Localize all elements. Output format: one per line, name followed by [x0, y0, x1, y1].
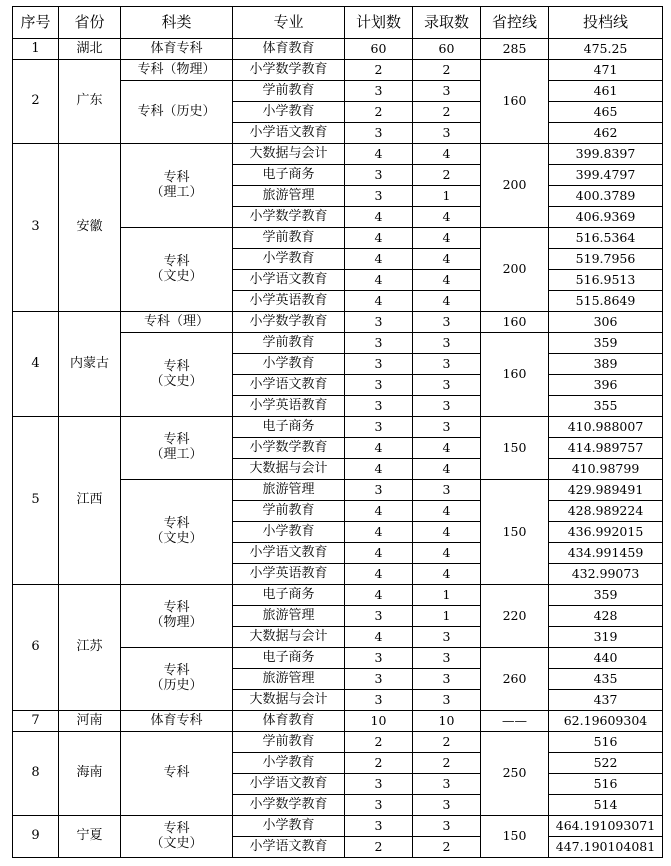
cell-province: 安徽 [59, 144, 121, 312]
cell-major: 旅游管理 [233, 669, 345, 690]
cell-line: 专科 [163, 169, 190, 185]
header-no: 序号 [13, 7, 59, 39]
cell-major: 大数据与会计 [233, 144, 345, 165]
cell-category [121, 648, 233, 711]
cell-control-line: 200 [481, 144, 549, 228]
cell-plan: 4 [345, 228, 413, 249]
cell-admitted: 3 [413, 816, 481, 837]
cell-admitted: 4 [413, 291, 481, 312]
cell-admitted: 3 [413, 417, 481, 438]
cell-province: 江苏 [59, 585, 121, 711]
cell-control-line: 160 [481, 333, 549, 417]
cell-province: 内蒙古 [59, 312, 121, 417]
cell-score-line: 435 [549, 669, 663, 690]
cell-admitted: 4 [413, 459, 481, 480]
cell-category [121, 480, 233, 585]
cell-score-line: 516 [549, 732, 663, 753]
cell-major: 小学英语教育 [233, 396, 345, 417]
cell-major: 小学数学教育 [233, 207, 345, 228]
cell-major: 大数据与会计 [233, 459, 345, 480]
cell-plan: 2 [345, 837, 413, 858]
cell-admitted: 2 [413, 165, 481, 186]
cell-score-line: 516 [549, 774, 663, 795]
cell-plan: 4 [345, 438, 413, 459]
cell-admitted: 4 [413, 501, 481, 522]
cell-line: 专科 [163, 253, 190, 269]
cell-line: （理工） [150, 184, 203, 200]
cell-admitted: 2 [413, 837, 481, 858]
cell-control-line: 150 [481, 480, 549, 585]
cell-plan: 2 [345, 102, 413, 123]
cell-control-line: 150 [481, 816, 549, 858]
cell-admitted: 3 [413, 396, 481, 417]
cell-plan: 3 [345, 123, 413, 144]
cell-line: （文史） [150, 531, 203, 546]
cell-major: 学前教育 [233, 333, 345, 354]
cell-admitted: 2 [413, 732, 481, 753]
cell-no: 2 [13, 60, 59, 144]
cell-plan: 4 [345, 564, 413, 585]
cell-admitted: 1 [413, 585, 481, 606]
cell-admitted: 60 [413, 39, 481, 60]
table-row [13, 585, 663, 606]
table-row [13, 39, 663, 60]
cell-score-line: 355 [549, 396, 663, 417]
cell-plan: 2 [345, 60, 413, 81]
cell-admitted: 3 [413, 354, 481, 375]
cell-score-line: 306 [549, 312, 663, 333]
cell-plan: 4 [345, 627, 413, 648]
cell-major: 大数据与会计 [233, 627, 345, 648]
cell-admitted: 1 [413, 606, 481, 627]
cell-admitted: 4 [413, 207, 481, 228]
cell-plan: 3 [345, 396, 413, 417]
cell-plan: 3 [345, 606, 413, 627]
cell-major: 小学教育 [233, 816, 345, 837]
cell-control-line: 260 [481, 648, 549, 711]
cell-plan: 3 [345, 312, 413, 333]
cell-major: 小学数学教育 [233, 795, 345, 816]
cell-category [121, 228, 233, 312]
cell-score-line: 516.9513 [549, 270, 663, 291]
header-plan: 计划数 [345, 7, 413, 39]
cell-score-line: 428.989224 [549, 501, 663, 522]
cell-admitted: 4 [413, 543, 481, 564]
header-control-line: 省控线 [481, 7, 549, 39]
cell-plan: 3 [345, 354, 413, 375]
cell-province: 海南 [59, 732, 121, 816]
cell-score-line: 359 [549, 585, 663, 606]
cell-plan: 3 [345, 648, 413, 669]
cell-major: 旅游管理 [233, 480, 345, 501]
cell-line: 专科 [163, 600, 190, 616]
cell-major: 体育教育 [233, 39, 345, 60]
cell-score-line: 465 [549, 102, 663, 123]
cell-major: 小学语文教育 [233, 774, 345, 795]
cell-admitted: 4 [413, 228, 481, 249]
cell-major: 旅游管理 [233, 606, 345, 627]
cell-major: 学前教育 [233, 81, 345, 102]
header-row [13, 7, 663, 39]
cell-category [121, 333, 233, 417]
cell-admitted: 3 [413, 669, 481, 690]
cell-category [121, 585, 233, 648]
cell-major: 小学语文教育 [233, 837, 345, 858]
cell-major: 电子商务 [233, 585, 345, 606]
cell-control-line: 250 [481, 732, 549, 816]
cell-control-line: 150 [481, 417, 549, 480]
cell-plan: 3 [345, 165, 413, 186]
cell-major: 小学语文教育 [233, 543, 345, 564]
cell-province: 湖北 [59, 39, 121, 60]
cell-province: 江西 [59, 417, 121, 585]
cell-line: 专科 [163, 432, 190, 448]
cell-admitted: 2 [413, 60, 481, 81]
cell-score-line: 400.3789 [549, 186, 663, 207]
cell-plan: 3 [345, 186, 413, 207]
cell-score-line: 440 [549, 648, 663, 669]
cell-category: 专科 [121, 732, 233, 816]
cell-plan: 3 [345, 417, 413, 438]
cell-score-line: 519.7956 [549, 249, 663, 270]
cell-admitted: 4 [413, 438, 481, 459]
cell-score-line: 436.992015 [549, 522, 663, 543]
cell-admitted: 3 [413, 774, 481, 795]
cell-category: 体育专科 [121, 39, 233, 60]
cell-major: 小学英语教育 [233, 291, 345, 312]
cell-plan: 2 [345, 732, 413, 753]
cell-major: 小学数学教育 [233, 60, 345, 81]
cell-major: 小学教育 [233, 102, 345, 123]
cell-line: 专科 [163, 516, 190, 532]
header-score-line: 投档线 [549, 7, 663, 39]
cell-score-line: 447.190104081 [549, 837, 663, 858]
cell-admitted: 3 [413, 480, 481, 501]
cell-line: 专科 [163, 358, 190, 374]
cell-major: 大数据与会计 [233, 690, 345, 711]
cell-admitted: 3 [413, 627, 481, 648]
table-row [13, 732, 663, 753]
cell-score-line: 434.991459 [549, 543, 663, 564]
cell-admitted: 4 [413, 564, 481, 585]
cell-admitted: 4 [413, 270, 481, 291]
cell-admitted: 3 [413, 81, 481, 102]
cell-category [121, 816, 233, 858]
cell-score-line: 389 [549, 354, 663, 375]
cell-admitted: 3 [413, 123, 481, 144]
cell-score-line: 319 [549, 627, 663, 648]
cell-major: 电子商务 [233, 165, 345, 186]
cell-control-line: —— [481, 711, 549, 732]
cell-admitted: 3 [413, 312, 481, 333]
cell-line: （文史） [150, 835, 203, 851]
cell-no: 7 [13, 711, 59, 732]
cell-category [121, 144, 233, 228]
cell-admitted: 3 [413, 375, 481, 396]
cell-score-line: 414.989757 [549, 438, 663, 459]
cell-admitted: 1 [413, 186, 481, 207]
cell-province: 河南 [59, 711, 121, 732]
cell-score-line: 410.988007 [549, 417, 663, 438]
cell-admitted: 2 [413, 753, 481, 774]
cell-no: 6 [13, 585, 59, 711]
cell-plan: 3 [345, 795, 413, 816]
cell-score-line: 428 [549, 606, 663, 627]
table-row [13, 144, 663, 165]
cell-no: 8 [13, 732, 59, 816]
cell-major: 旅游管理 [233, 186, 345, 207]
cell-no: 3 [13, 144, 59, 312]
cell-major: 小学语文教育 [233, 123, 345, 144]
table-row [13, 816, 663, 837]
cell-admitted: 3 [413, 333, 481, 354]
cell-score-line: 396 [549, 375, 663, 396]
cell-score-line: 471 [549, 60, 663, 81]
table-row [13, 60, 663, 81]
cell-admitted: 4 [413, 522, 481, 543]
cell-plan: 3 [345, 480, 413, 501]
cell-line: （文史） [150, 373, 203, 389]
header-admitted: 录取数 [413, 7, 481, 39]
cell-score-line: 399.4797 [549, 165, 663, 186]
cell-major: 学前教育 [233, 228, 345, 249]
cell-category: 体育专科 [121, 711, 233, 732]
cell-admitted: 3 [413, 690, 481, 711]
cell-score-line: 429.989491 [549, 480, 663, 501]
cell-admitted: 4 [413, 249, 481, 270]
table-row [13, 312, 663, 333]
cell-control-line: 200 [481, 228, 549, 312]
cell-score-line: 464.191093071 [549, 816, 663, 837]
cell-major: 电子商务 [233, 648, 345, 669]
cell-major: 小学语文教育 [233, 270, 345, 291]
cell-plan: 4 [345, 144, 413, 165]
cell-plan: 3 [345, 81, 413, 102]
cell-admitted: 3 [413, 648, 481, 669]
cell-category [121, 417, 233, 480]
cell-plan: 4 [345, 270, 413, 291]
cell-category: 专科（历史） [121, 81, 233, 144]
header-category: 科类 [121, 7, 233, 39]
cell-line: 专科 [163, 663, 190, 679]
cell-plan: 3 [345, 333, 413, 354]
cell-line: （理工） [150, 447, 203, 462]
cell-major: 小学英语教育 [233, 564, 345, 585]
cell-no: 5 [13, 417, 59, 585]
cell-major: 小学教育 [233, 753, 345, 774]
cell-major: 小学教育 [233, 522, 345, 543]
cell-score-line: 359 [549, 333, 663, 354]
header-province: 省份 [59, 7, 121, 39]
cell-score-line: 522 [549, 753, 663, 774]
header-major: 专业 [233, 7, 345, 39]
cell-plan: 4 [345, 585, 413, 606]
cell-plan: 3 [345, 669, 413, 690]
cell-major: 小学语文教育 [233, 375, 345, 396]
cell-no: 4 [13, 312, 59, 417]
cell-plan: 4 [345, 522, 413, 543]
cell-admitted: 3 [413, 795, 481, 816]
cell-major: 体育教育 [233, 711, 345, 732]
cell-plan: 4 [345, 543, 413, 564]
cell-plan: 60 [345, 39, 413, 60]
cell-plan: 4 [345, 291, 413, 312]
cell-plan: 2 [345, 753, 413, 774]
cell-score-line: 437 [549, 690, 663, 711]
table-row [13, 417, 663, 438]
cell-score-line: 399.8397 [549, 144, 663, 165]
cell-line: 专科 [163, 820, 190, 836]
cell-major: 小学数学教育 [233, 438, 345, 459]
cell-line: （物理） [150, 615, 203, 630]
cell-control-line: 285 [481, 39, 549, 60]
cell-plan: 3 [345, 690, 413, 711]
cell-plan: 4 [345, 501, 413, 522]
cell-score-line: 406.9369 [549, 207, 663, 228]
admission-table [12, 6, 663, 858]
cell-control-line: 160 [481, 312, 549, 333]
cell-plan: 3 [345, 375, 413, 396]
cell-score-line: 62.19609304 [549, 711, 663, 732]
cell-province: 广东 [59, 60, 121, 144]
cell-line: （文史） [150, 268, 203, 284]
table-row [13, 711, 663, 732]
cell-major: 小学教育 [233, 354, 345, 375]
cell-control-line: 160 [481, 60, 549, 144]
cell-major: 电子商务 [233, 417, 345, 438]
cell-line: （历史） [150, 678, 203, 693]
cell-major: 学前教育 [233, 501, 345, 522]
cell-category: 专科（物理） [121, 60, 233, 81]
cell-major: 小学教育 [233, 249, 345, 270]
cell-score-line: 514 [549, 795, 663, 816]
cell-score-line: 410.98799 [549, 459, 663, 480]
cell-no: 9 [13, 816, 59, 858]
cell-province: 宁夏 [59, 816, 121, 858]
cell-plan: 4 [345, 249, 413, 270]
cell-major: 学前教育 [233, 732, 345, 753]
cell-no: 1 [13, 39, 59, 60]
cell-plan: 3 [345, 774, 413, 795]
cell-control-line: 220 [481, 585, 549, 648]
cell-plan: 4 [345, 459, 413, 480]
cell-score-line: 432.99073 [549, 564, 663, 585]
cell-admitted: 10 [413, 711, 481, 732]
cell-admitted: 4 [413, 144, 481, 165]
cell-admitted: 2 [413, 102, 481, 123]
cell-score-line: 516.5364 [549, 228, 663, 249]
cell-score-line: 461 [549, 81, 663, 102]
cell-plan: 3 [345, 816, 413, 837]
cell-category: 专科（理） [121, 312, 233, 333]
cell-major: 小学数学教育 [233, 312, 345, 333]
cell-plan: 10 [345, 711, 413, 732]
cell-score-line: 515.8649 [549, 291, 663, 312]
cell-score-line: 475.25 [549, 39, 663, 60]
cell-plan: 4 [345, 207, 413, 228]
cell-score-line: 462 [549, 123, 663, 144]
